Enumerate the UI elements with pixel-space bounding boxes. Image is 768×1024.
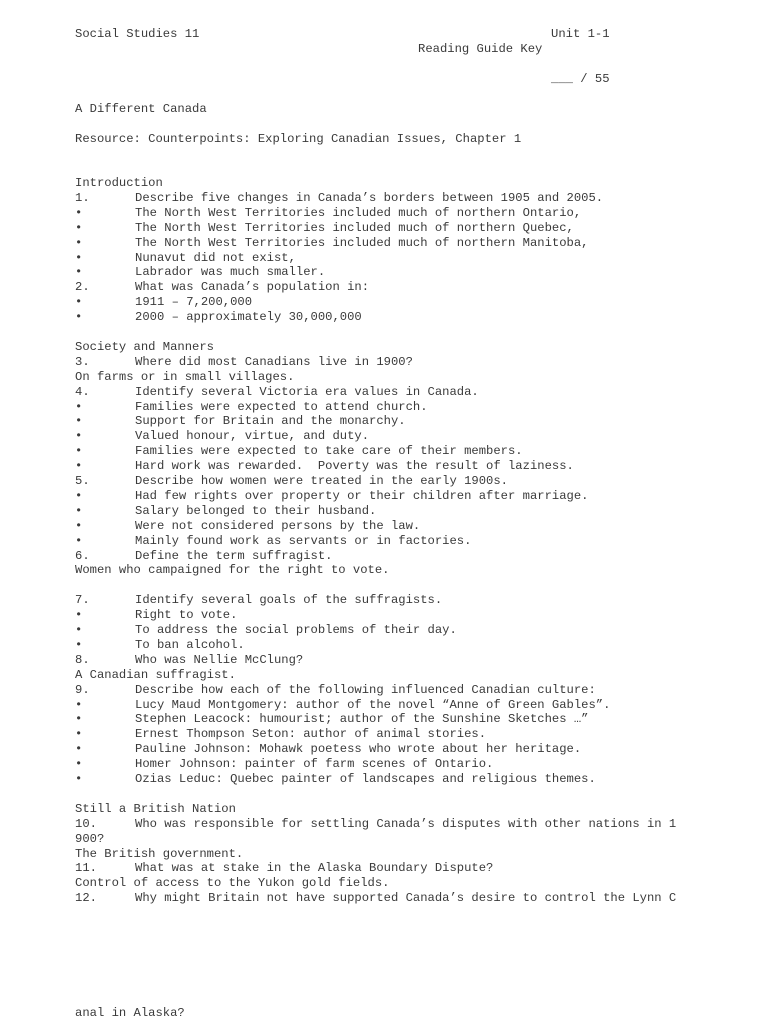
bullet-answer [75,429,369,444]
bullet-answer [75,504,376,519]
bullet-answer [75,489,588,504]
header-title: Reading Guide Key [418,42,543,56]
bullet-answer [75,206,581,221]
bullet-text: Right to vote. [135,608,238,623]
answer-line: 900? [75,831,105,846]
question-number: 8. [75,652,90,667]
bullet-icon: • [75,772,83,786]
bullet-text: Nunavut did not exist, [135,250,296,265]
bullet-text: To address the social problems of their day. [135,623,457,637]
bullet-answer [75,757,493,772]
question-line [75,593,442,608]
bullet-text: Families were expected to take care of their members. [135,444,523,459]
bullet-answer [75,698,610,713]
question-number: 9. [75,682,90,697]
bullet-answer [75,236,588,251]
question-number: 10. [75,816,97,831]
continued-line: anal in Alaska? [75,1006,185,1020]
answer-line: Control of access to the Yukon gold fields. [75,876,390,891]
question-text: Identify several Victoria era values in Canada. [135,384,479,399]
question-line [75,280,369,295]
question-text: What was Canada’s population in: [135,280,370,295]
answer-line: A Canadian suffragist. [75,667,236,682]
bullet-icon: • [75,414,83,429]
question-line [75,653,303,668]
bullet-icon: • [75,399,83,414]
question-text: Who was Nellie McClung? [135,652,304,667]
question-number: 4. [75,384,90,399]
question-text: Identify several goals of the suffragists. [135,593,443,608]
bullet-answer [75,295,252,310]
question-line [75,861,493,876]
question-text: Who was responsible for settling Canada’s disputes with other nations in 1 [135,816,677,831]
question-line [75,549,332,564]
section-heading: Still a British Nation [75,801,236,816]
question-number: 3. [75,354,90,369]
bullet-text: The North West Territories included much of northern Manitoba, [135,235,589,250]
bullet-icon: • [75,310,83,325]
bullet-text: Salary belonged to their husband. [135,503,377,518]
bullet-text: Mainly found work as servants or in factories. [135,533,472,548]
bullet-text: Hard work was rewarded. Poverty was the result of laziness. [135,459,574,474]
question-number: 11. [75,861,97,876]
bullet-icon: • [75,637,83,652]
bullet-icon: • [75,220,83,235]
bullet-icon: • [75,742,83,757]
bullet-text: The North West Territories included much of northern Quebec, [135,220,574,235]
bullet-text: Stephen Leacock: humourist; author of the Sunshine Sketches …” [135,712,589,727]
question-number: 6. [75,548,90,563]
bullet-icon: • [75,488,83,503]
bullet-answer [75,534,471,549]
bullet-text: The North West Territories included much of northern Ontario, [135,205,582,220]
answer-line: The British government. [75,846,244,861]
bullet-answer [75,727,486,742]
question-line [75,891,676,906]
bullet-answer [75,638,245,653]
bullet-answer [75,400,428,415]
header-score: ___ / 55 [551,72,610,86]
bullet-text: Valued honour, virtue, and duty. [135,429,370,444]
question-number: 7. [75,593,90,608]
section-heading: Society and Manners [75,339,214,354]
bullet-text: 2000 – approximately 30,000,000 [135,310,362,325]
question-text: Why might Britain not have supported Canada’s desire to control the Lynn C [135,891,677,906]
bullet-answer [75,265,325,280]
bullet-answer [75,221,574,236]
bullet-answer [75,742,581,757]
question-number: 1. [75,190,90,205]
question-line [75,385,479,400]
question-number: 5. [75,474,90,488]
question-number: 2. [75,280,90,295]
bullet-icon: • [75,533,83,548]
section-heading: Introduction [75,176,163,190]
bullet-answer [75,459,574,474]
bullet-answer [75,772,596,787]
bullet-icon: • [75,727,83,742]
bullet-answer [75,608,237,623]
bullet-icon: • [75,757,83,772]
bullet-text: Families were expected to attend church. [135,399,428,414]
question-line [75,817,676,832]
bullet-icon: • [75,295,83,310]
bullet-text: Had few rights over property or their children after marriage. [135,488,589,503]
answer-line: On farms or in small villages. [75,369,295,384]
question-text: Describe how each of the following influenced Canadian culture: [135,682,596,697]
question-text: Define the term suffragist. [135,548,333,563]
bullet-text: Ernest Thompson Seton: author of animal stories. [135,727,487,742]
bullet-icon: • [75,608,83,623]
bullet-text: Pauline Johnson: Mohawk poetess who wrote about her heritage. [135,742,582,757]
bullet-icon: • [75,503,83,518]
bullet-text: Support for Britain and the monarchy. [135,414,406,429]
header-course: Social Studies 11 [75,27,200,41]
bullet-answer [75,251,296,266]
bullet-icon: • [75,697,83,712]
bullet-icon: • [75,250,83,265]
bullet-icon: • [75,205,83,220]
bullet-text: Homer Johnson: painter of farm scenes of Ontario. [135,757,494,772]
bullet-icon: • [75,623,83,637]
bullet-icon: • [75,235,83,250]
bullet-answer [75,519,420,534]
header-unit: Unit 1-1 [551,27,610,41]
question-text: What was at stake in the Alaska Boundary Dispute? [135,861,494,876]
resource-line: Resource: Counterpoints: Exploring Canadian Issues, Chapter 1 [75,132,522,146]
bullet-answer [75,310,362,325]
document-title: A Different Canada [75,102,207,116]
question-line [75,355,413,370]
bullet-icon: • [75,265,83,280]
question-text: Where did most Canadians live in 1900? [135,354,413,369]
question-line [75,191,603,206]
question-line [75,683,596,698]
answer-line: Women who campaigned for the right to vote. [75,563,390,578]
bullet-text: Lucy Maud Montgomery: author of the novel “Anne of Green Gables”. [135,697,611,712]
question-number: 12. [75,891,97,906]
bullet-icon: • [75,459,83,474]
bullet-icon: • [75,518,83,533]
bullet-answer [75,712,588,727]
question-text: Describe five changes in Canada’s borders between 1905 and 2005. [135,190,604,205]
bullet-text: 1911 – 7,200,000 [135,295,253,310]
bullet-answer [75,623,457,638]
bullet-icon: • [75,444,83,459]
question-line [75,474,508,489]
bullet-text: Labrador was much smaller. [135,265,326,280]
bullet-text: Ozias Leduc: Quebec painter of landscapes and religious themes. [135,772,596,786]
bullet-text: To ban alcohol. [135,637,245,652]
bullet-icon: • [75,429,83,444]
bullet-answer [75,414,406,429]
bullet-text: Were not considered persons by the law. [135,518,421,533]
bullet-answer [75,444,523,459]
bullet-icon: • [75,712,83,727]
question-text: Describe how women were treated in the early 1900s. [135,474,508,488]
